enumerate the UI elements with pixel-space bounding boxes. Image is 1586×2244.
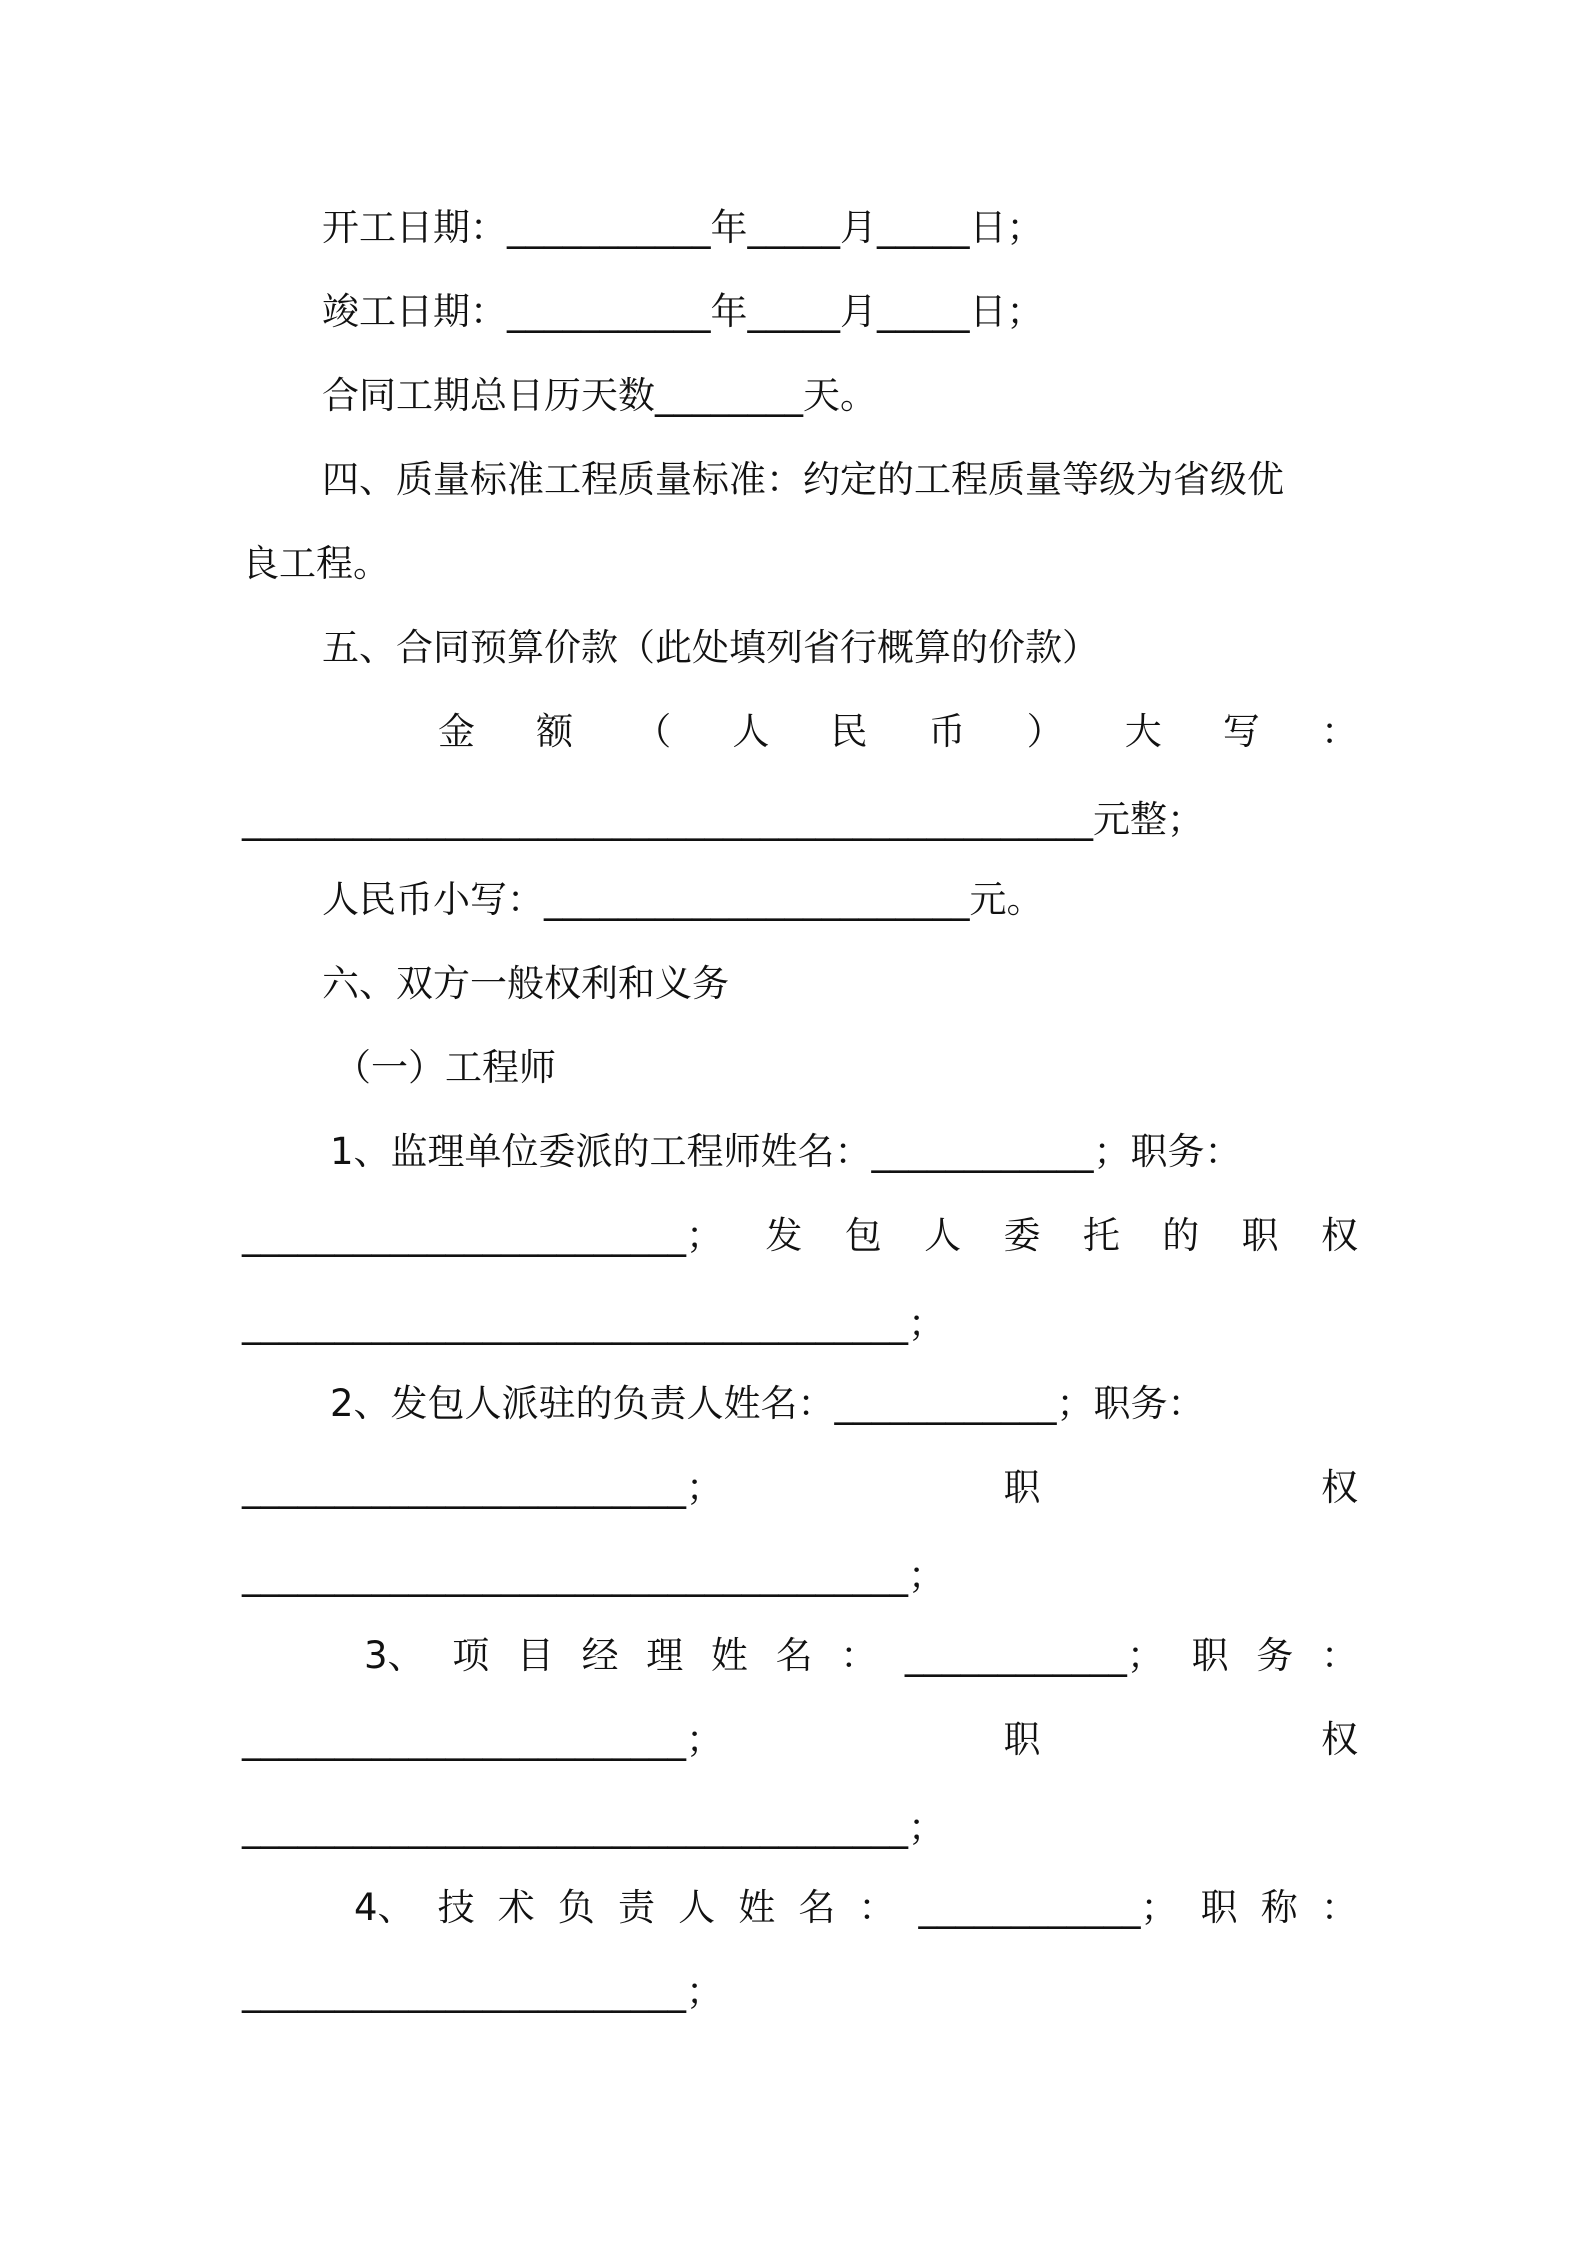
item3-line1 [242, 1632, 1358, 1680]
item4-blank: ____________； [918, 1886, 1178, 1929]
item4-char: 人 [678, 1886, 716, 1929]
end-date-line: 竣工日期：___________年_____月_____日； [322, 290, 1044, 333]
item1-char: 发 [765, 1214, 803, 1257]
item4-line2: ________________________； [242, 1970, 723, 2013]
item3-char: 名 [775, 1634, 813, 1677]
item3-char: 权 [1321, 1718, 1358, 1761]
item2-char: 权 [1321, 1466, 1358, 1509]
item1-char: 人 [924, 1214, 962, 1257]
item3-char: 项 [452, 1634, 490, 1677]
item3-char: 务 [1256, 1634, 1294, 1677]
amount-char: 额 [536, 710, 574, 753]
amount-char: 人 [732, 710, 770, 753]
start-date-line: 开工日期：___________年_____月_____日； [322, 206, 1044, 249]
item4-char: 术 [497, 1886, 535, 1929]
quality-standard-line-2: 良工程。 [242, 542, 390, 585]
item4-char: 负 [557, 1886, 595, 1929]
item3-char: ： [1320, 1634, 1358, 1677]
amount-char: 民 [830, 710, 868, 753]
item1-char: 委 [1003, 1214, 1041, 1257]
item1-line1: 1、监理单位委派的工程师姓名：____________；职务： [330, 1130, 1242, 1173]
item3-char: 职 [1191, 1634, 1229, 1677]
item1-line3: ____________________________________； [242, 1302, 945, 1345]
item4-char: ： [1320, 1886, 1358, 1929]
amount-capital-blank: ______________________________________________元整； [242, 798, 1204, 841]
item4-char: 职 [1200, 1886, 1238, 1929]
quality-standard-line-1: 四、质量标准工程质量标准：约定的工程质量等级为省级优 [322, 458, 1284, 501]
amount-small-line: 人民币小写：_______________________元。 [322, 878, 1044, 921]
engineer-heading: （一）工程师 [334, 1046, 556, 1089]
amount-char: ） [1026, 710, 1064, 753]
item4-char: ： [858, 1886, 896, 1929]
item4-char: 名 [798, 1886, 836, 1929]
rights-heading: 六、双方一般权利和义务 [322, 962, 729, 1005]
item3-char: 职 [1003, 1718, 1041, 1761]
item3-line2 [242, 1716, 1358, 1764]
item3-char: 理 [646, 1634, 684, 1677]
item1-char: 托 [1082, 1214, 1120, 1257]
item3-line3: ____________________________________； [242, 1806, 945, 1849]
item3-char: 经 [581, 1634, 619, 1677]
item4-line1 [242, 1884, 1358, 1932]
item2-line2 [242, 1464, 1358, 1512]
amount-char: （ [634, 710, 672, 753]
item1-char: 的 [1162, 1214, 1200, 1257]
item4-char: 技 [437, 1886, 475, 1929]
item3-char: ： [840, 1634, 878, 1677]
item2-blank: ________________________； [242, 1466, 723, 1509]
amount-char: 大 [1124, 710, 1162, 753]
item1-char: 包 [844, 1214, 882, 1257]
item2-line1: 2、发包人派驻的负责人姓名：____________；职务： [330, 1382, 1205, 1425]
amount-char: 金 [438, 710, 475, 753]
item3-char: 姓 [710, 1634, 748, 1677]
item4-char: 姓 [738, 1886, 776, 1929]
amount-char: 写 [1222, 710, 1260, 753]
item3-char: 3、 [364, 1634, 425, 1677]
item3-blank: ________________________； [242, 1718, 723, 1761]
item1-char: 职 [1241, 1214, 1279, 1257]
price-heading: 五、合同预算价款（此处填列省行概算的价款） [322, 626, 1099, 669]
amount-char: 币 [928, 710, 966, 753]
total-days-line: 合同工期总日历天数________天。 [322, 374, 877, 417]
item1-char: 权 [1321, 1214, 1358, 1257]
item2-char: 职 [1003, 1466, 1041, 1509]
item2-line3: ____________________________________； [242, 1554, 945, 1597]
item1-blank: ________________________； [242, 1214, 723, 1257]
amount-char: ： [1320, 710, 1358, 753]
item3-blank: ____________； [904, 1634, 1164, 1677]
item4-char: 4、 [354, 1886, 415, 1929]
item4-char: 称 [1260, 1886, 1298, 1929]
item4-char: 责 [617, 1886, 655, 1929]
item3-char: 目 [516, 1634, 554, 1677]
amount-capital-label [242, 708, 1358, 756]
item1-line2 [242, 1212, 1358, 1260]
